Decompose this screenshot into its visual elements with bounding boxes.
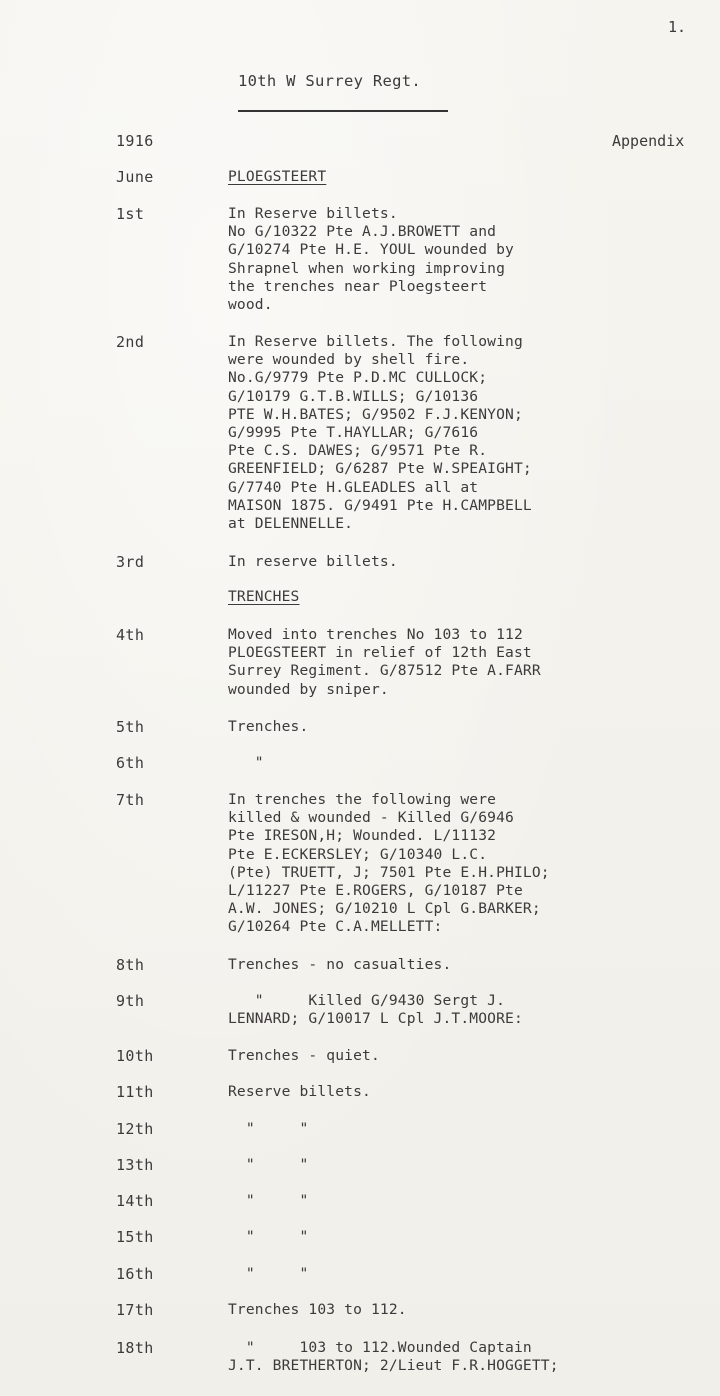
entry-date: 8th (116, 956, 145, 974)
entry-text: " Killed G/9430 Sergt J. LENNARD; G/10017 L Cpl J.T.MOORE: (228, 992, 523, 1028)
entry-text: Trenches. (228, 718, 309, 735)
entry-date: 2nd (116, 333, 145, 351)
page-title: 10th W Surrey Regt. (238, 72, 422, 90)
entry-text: Moved into trenches No 103 to 112 PLOEGSTEERT in relief of 12th East Surrey Regiment. G/87512 Pte A.FARR wounded by sniper. (228, 626, 541, 698)
entry-text: " " (228, 1192, 309, 1209)
entry-date: 3rd (116, 553, 145, 571)
entry-date: 11th (116, 1083, 154, 1101)
appendix-label: Appendix (612, 132, 685, 150)
entry-text: In Reserve billets. No G/10322 Pte A.J.BROWETT and G/10274 Pte H.E. YOUL wounded by Shrapnel when working improving the trenches near Ploegsteert wood. (228, 205, 514, 314)
place-heading-ploegsteert: PLOEGSTEERT (228, 168, 327, 185)
entry-text: Trenches - quiet. (228, 1047, 380, 1064)
entry-date: 7th (116, 791, 145, 809)
year-label: 1916 (116, 132, 154, 150)
entry-date: 6th (116, 754, 145, 772)
title-underline (238, 110, 448, 112)
entry-text: Trenches 103 to 112. (228, 1301, 407, 1318)
entry-date: 15th (116, 1228, 154, 1246)
entry-date: 10th (116, 1047, 154, 1065)
page-number: 1. (668, 18, 687, 36)
month-label: June (116, 168, 154, 186)
entry-date: 14th (116, 1192, 154, 1210)
place-heading-trenches: TRENCHES (228, 588, 300, 605)
entry-text: In reserve billets. (228, 553, 398, 570)
entry-text: " 103 to 112.Wounded Captain J.T. BRETHERTON; 2/Lieut F.R.HOGGETT; (228, 1339, 559, 1375)
entry-date: 13th (116, 1156, 154, 1174)
entry-text: Reserve billets. (228, 1083, 371, 1100)
entry-date: 17th (116, 1301, 154, 1319)
entry-date: 12th (116, 1120, 154, 1138)
entry-text: " " (228, 1228, 309, 1245)
entry-text: " " (228, 1120, 309, 1137)
entry-date: 18th (116, 1339, 154, 1357)
entry-text: In trenches the following were killed & wounded - Killed G/6946 Pte IRESON,H; Wounded. L/11132 Pte E.ECKERSLEY; G/10340 L.C. (Pte) TRUETT, J; 7501 Pte E.H.PHILO; L/11227 Pte E.ROGERS, G/10187 Pte A.W. JONES; G/10210 L Cpl G.BARKER; G/10264 Pte C.A.MELLETT: (228, 791, 550, 936)
entry-text: Trenches - no casualties. (228, 956, 452, 973)
entry-text: In Reserve billets. The following were wounded by shell fire. No.G/9779 Pte P.D.MC CULLOCK; G/10179 G.T.B.WILLS; G/10136 PTE W.H.BATES; G/9502 F.J.KENYON; G/9995 Pte T.HAYLLAR; G/7616 Pte C.S. DAWES; G/9571 Pte R. GREENFIELD; G/6287 Pte W.SPEAIGHT; G/7740 Pte H.GLEADLES all at MAISON 1875. G/9491 Pte H.CAMPBELL at DELENNELLE. (228, 333, 532, 533)
entry-text: " " (228, 1265, 309, 1282)
entry-date: 1st (116, 205, 145, 223)
entry-date: 9th (116, 992, 145, 1010)
entry-date: 4th (116, 626, 145, 644)
entry-text: " " (228, 1156, 309, 1173)
entry-date: 5th (116, 718, 145, 736)
entry-text: " (228, 754, 264, 771)
entry-date: 16th (116, 1265, 154, 1283)
